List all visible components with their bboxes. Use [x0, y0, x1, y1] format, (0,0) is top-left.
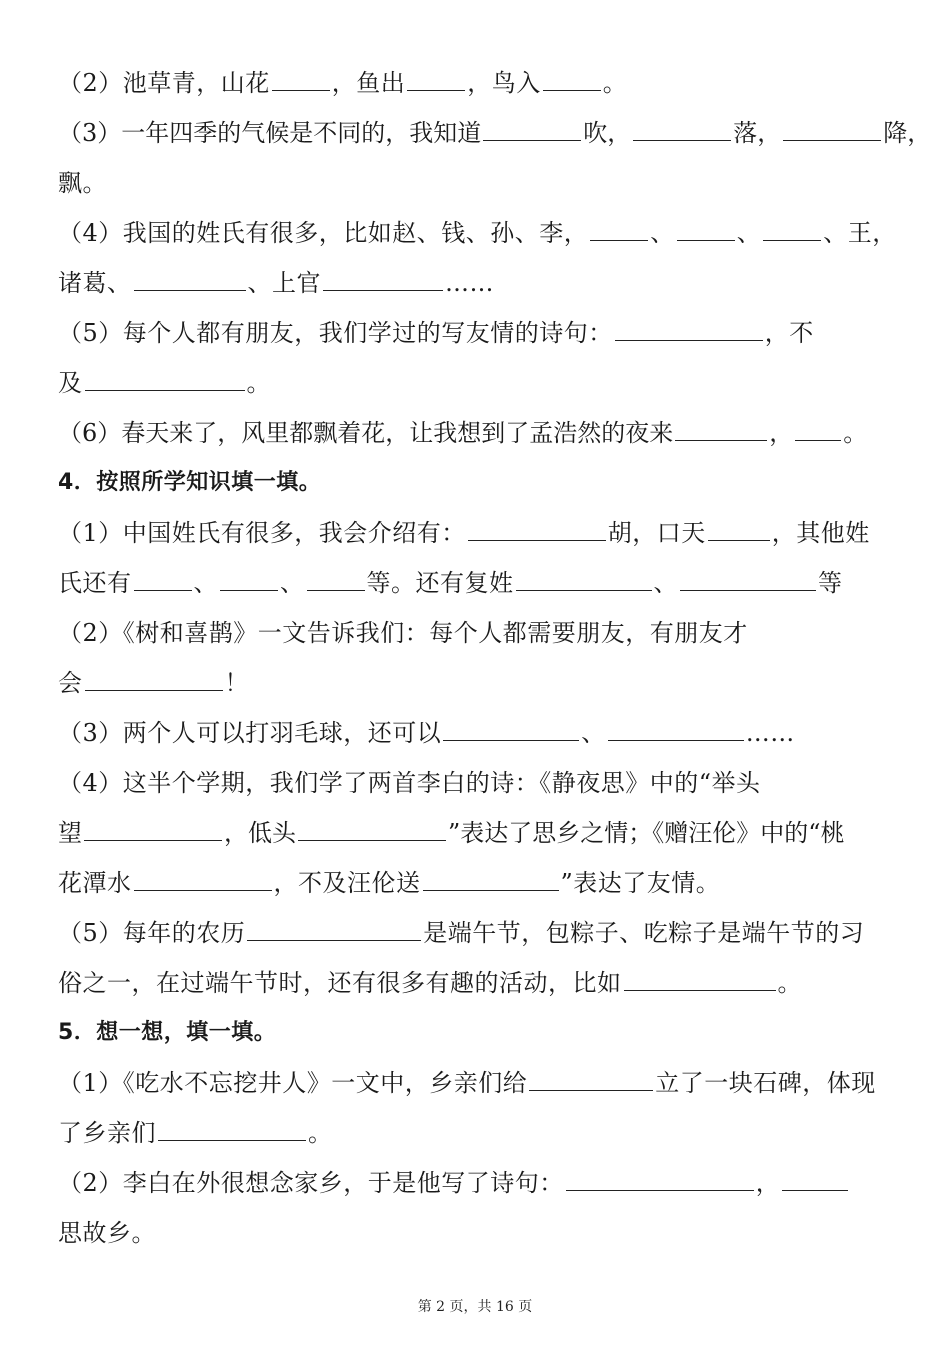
text-segment: 了乡亲们 — [58, 1119, 156, 1147]
text-segment: 、 — [736, 219, 762, 247]
text-segment: （2）《树和喜鹊》一文告诉我们：每个人都需要朋友，有朋友才 — [58, 619, 748, 647]
answer-blank[interactable] — [708, 514, 770, 541]
text-segment: ，低头 — [224, 819, 296, 847]
answer-blank[interactable] — [247, 914, 421, 941]
question-4-4-cont-2 — [58, 858, 910, 908]
text-segment: 等 — [818, 569, 843, 597]
text-segment: 、上官 — [247, 269, 321, 297]
answer-blank[interactable] — [677, 214, 735, 241]
answer-blank[interactable] — [590, 214, 648, 241]
text-segment: （3）两个人可以打羽毛球，还可以 — [58, 719, 442, 747]
answer-blank[interactable] — [134, 564, 192, 591]
text-segment: 诸葛、 — [58, 269, 132, 297]
text-segment: ，鱼出 — [331, 69, 406, 97]
question-3-2 — [58, 58, 910, 108]
heading-text: 4．按照所学知识填一填。 — [58, 470, 322, 495]
answer-blank[interactable] — [795, 414, 841, 441]
answer-blank[interactable] — [443, 714, 579, 741]
text-segment: （1）《吃水不忘挖井人》一文中，乡亲们给 — [58, 1069, 528, 1097]
answer-blank[interactable] — [633, 114, 731, 141]
question-4-4-cont — [58, 808, 910, 858]
answer-blank[interactable] — [85, 664, 223, 691]
text-segment: 。 — [602, 69, 628, 97]
text-segment: 立了一块石碑，体现 — [655, 1069, 876, 1097]
text-segment: （4）这半个学期，我们学了两首李白的诗：《静夜思》中的“举头 — [58, 769, 761, 797]
answer-blank[interactable] — [134, 264, 246, 291]
text-segment: ，其他姓 — [771, 519, 870, 547]
question-5-1-cont — [58, 1108, 910, 1158]
text-segment: 、 — [581, 719, 606, 747]
text-segment: 落， — [733, 119, 782, 147]
section-4-heading — [58, 458, 910, 508]
text-segment: 及 — [58, 369, 83, 397]
answer-blank[interactable] — [608, 714, 744, 741]
text-segment: 思故乡。 — [58, 1219, 156, 1247]
text-segment: （6）春天来了，风里都飘着花，让我想到了孟浩然的夜来 — [58, 419, 674, 447]
answer-blank[interactable] — [307, 564, 365, 591]
text-segment: 是端午节，包粽子、吃粽子是端午节的习 — [423, 919, 865, 947]
text-segment: 、 — [653, 569, 678, 597]
question-3-6 — [58, 408, 910, 458]
question-4-5-cont — [58, 958, 910, 1008]
text-segment: ，不及汪伦送 — [273, 869, 421, 897]
text-segment: 氏还有 — [58, 569, 132, 597]
question-3-4-cont — [58, 258, 910, 308]
page-footer: 第 2 页，共 16 页 — [417, 1299, 533, 1315]
answer-blank[interactable] — [675, 414, 767, 441]
text-segment: （4）我国的姓氏有很多，比如赵、钱、孙、李， — [58, 219, 589, 247]
answer-blank[interactable] — [323, 264, 443, 291]
text-segment: 吹， — [583, 119, 632, 147]
question-3-3-cont — [58, 158, 910, 208]
question-4-5 — [58, 908, 910, 958]
text-segment: ， — [769, 419, 794, 447]
text-segment: …… — [745, 719, 795, 747]
answer-blank[interactable] — [624, 964, 776, 991]
text-segment: ， — [755, 1169, 781, 1197]
answer-blank[interactable] — [298, 814, 446, 841]
text-segment: 。 — [843, 419, 868, 447]
question-5-2-cont — [58, 1208, 910, 1258]
text-segment: ，鸟入 — [467, 69, 541, 97]
heading-text: 5．想一想，填一填。 — [58, 1020, 277, 1045]
text-segment: 降， — [883, 119, 932, 147]
text-segment: （5）每年的农历 — [58, 919, 246, 947]
text-segment: （1）中国姓氏有很多，我会介绍有： — [58, 519, 466, 547]
answer-blank[interactable] — [84, 814, 222, 841]
question-4-2-cont — [58, 658, 910, 708]
answer-blank[interactable] — [85, 364, 245, 391]
answer-blank[interactable] — [680, 564, 816, 591]
section-5-heading — [58, 1008, 910, 1058]
text-segment: 、 — [193, 569, 218, 597]
text-segment: 飘。 — [58, 169, 107, 197]
question-3-3 — [58, 108, 932, 158]
question-3-5 — [58, 308, 910, 358]
question-4-3 — [58, 708, 910, 758]
answer-blank[interactable] — [566, 1164, 754, 1191]
text-segment: ”表达了思乡之情；《赠汪伦》中的“桃 — [448, 819, 845, 847]
text-segment: 、 — [650, 219, 675, 247]
answer-blank[interactable] — [407, 64, 465, 91]
text-segment: …… — [445, 269, 494, 297]
answer-blank[interactable] — [782, 1164, 848, 1191]
text-segment: （2）李白在外很想念家乡，于是他写了诗句： — [58, 1169, 564, 1197]
question-3-4 — [58, 208, 910, 258]
text-segment: 花潭水 — [58, 869, 132, 897]
text-segment: 。 — [777, 969, 802, 997]
question-5-2 — [58, 1158, 910, 1208]
answer-blank[interactable] — [134, 864, 272, 891]
question-4-4 — [58, 758, 910, 808]
answer-blank[interactable] — [516, 564, 652, 591]
text-segment: 等。还有复姓 — [366, 569, 514, 597]
text-segment: 会 — [58, 669, 83, 697]
answer-blank[interactable] — [763, 214, 821, 241]
text-segment: （5）每个人都有朋友，我们学过的写友情的诗句： — [58, 319, 613, 347]
answer-blank[interactable] — [543, 64, 601, 91]
question-4-2 — [58, 608, 910, 658]
answer-blank[interactable] — [272, 64, 330, 91]
text-segment: （3）一年四季的气候是不同的，我知道 — [58, 119, 482, 147]
question-5-1 — [58, 1058, 910, 1108]
text-segment: 俗之一，在过端午节时，还有很多有趣的活动，比如 — [58, 969, 622, 997]
answer-blank[interactable] — [468, 514, 606, 541]
text-segment: ，不 — [764, 319, 814, 347]
answer-blank[interactable] — [220, 564, 278, 591]
answer-blank[interactable] — [783, 114, 881, 141]
question-4-1-cont — [58, 558, 910, 608]
text-segment: 望 — [58, 819, 82, 847]
text-segment: 、王， — [823, 219, 897, 247]
answer-blank[interactable] — [615, 314, 763, 341]
question-4-1 — [58, 508, 910, 558]
text-segment: ”表达了友情。 — [560, 869, 721, 897]
text-segment: 。 — [246, 369, 271, 397]
answer-blank[interactable] — [158, 1114, 306, 1141]
answer-blank[interactable] — [423, 864, 559, 891]
text-segment: 、 — [280, 569, 305, 597]
text-segment: 胡，口天 — [607, 519, 706, 547]
text-segment: 。 — [308, 1119, 333, 1147]
answer-blank[interactable] — [529, 1064, 653, 1091]
text-segment: （2）池草青，山花 — [58, 69, 270, 97]
text-segment: ！ — [224, 669, 249, 697]
answer-blank[interactable] — [483, 114, 581, 141]
question-3-5-cont — [58, 358, 910, 408]
